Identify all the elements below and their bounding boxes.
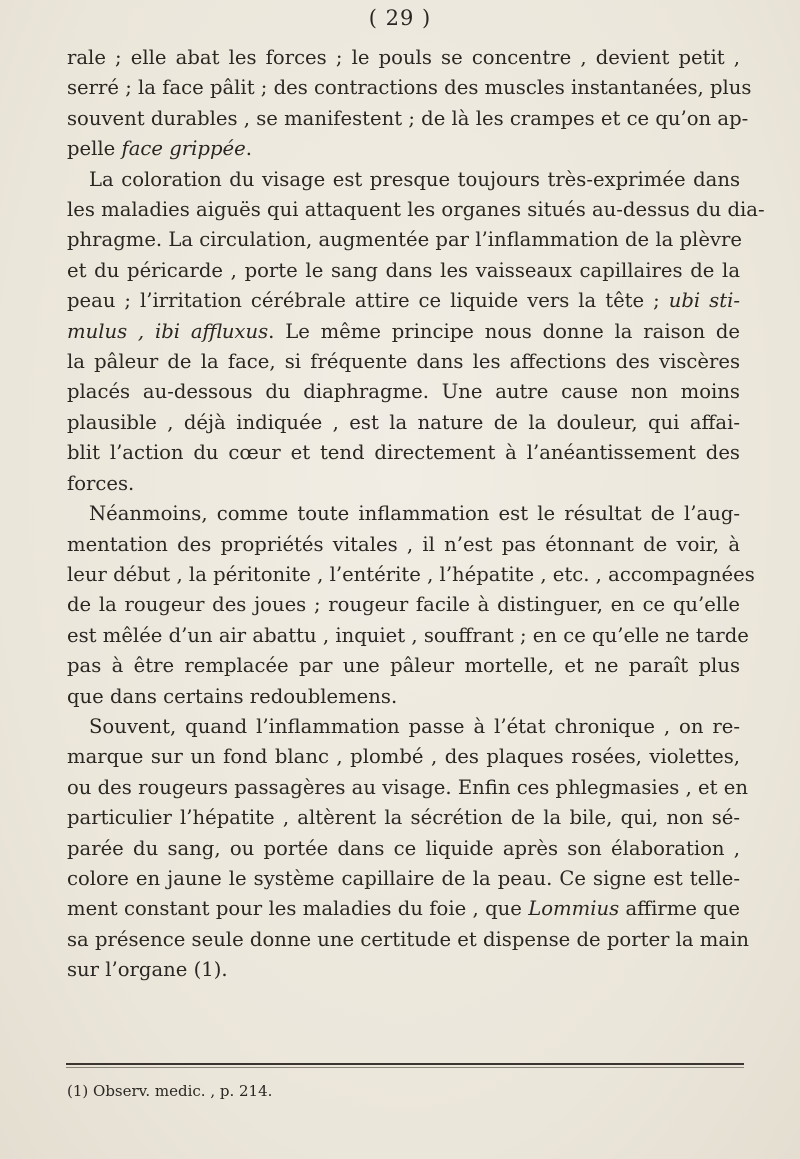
text-line: Souvent, quand l’inflammation passe à l’état chronique , on re- (89, 714, 740, 738)
text-line: blit l’action du cœur et tend directement à l’anéantissement des (67, 441, 740, 465)
text-line: placés au-dessous du diaphragme. Une autre cause non moins (67, 380, 740, 404)
text-line: plausible , déjà indiquée , est la nature de la douleur, qui affai- (67, 410, 740, 434)
text-line: particulier l’hépatite , altèrent la sécrétion de la bile, qui, non sé- (67, 806, 740, 830)
text-line (67, 134, 740, 164)
text-fragment: peau ; l’irritation cérébrale attire ce liquide vers la tête ; (67, 289, 669, 313)
text-fragment: pelle (67, 137, 122, 161)
text-fragment: affirme que (619, 897, 741, 921)
text-line: La coloration du visage est presque toujours très-exprimée dans (89, 167, 740, 191)
paragraph-4 (67, 712, 749, 986)
text-line: la pâleur de la face, si fréquente dans les affections des viscères (67, 350, 740, 374)
text-line: les maladies aiguës qui attaquent les organes situés au-dessus du dia- (67, 198, 765, 222)
footnote: (1) Observ. medic. , p. 214. (67, 1082, 273, 1100)
italic-term: face grippée (121, 137, 246, 161)
text-line: colore en jaune le système capillaire de la peau. Ce signe est telle- (67, 866, 740, 890)
text-line: que dans certains redoublemens. (67, 684, 398, 708)
paragraph-3 (67, 499, 755, 712)
text-line: leur début , la péritonite , l’entérite , l’hépatite , etc. , accompagnées (67, 562, 755, 586)
text-line (67, 317, 740, 347)
text-line: et du péricarde , porte le sang dans les vaisseaux capillaires de la (67, 258, 740, 282)
text-line: Néanmoins, comme toute inflammation est le résultat de l’aug- (89, 502, 740, 526)
page-number: ( 29 ) (368, 6, 432, 30)
text-line: souvent durables , se manifestent ; de là les crampes et ce qu’on ap- (67, 106, 749, 130)
text-line: sa présence seule donne une certitude et dispense de porter la main (67, 927, 749, 951)
text-line: parée du sang, ou portée dans ce liquide après son élaboration , (67, 836, 740, 860)
text-line: est mêlée d’un air abattu , inquiet , souffrant ; en ce qu’elle ne tarde (67, 623, 749, 647)
footnote-divider (66, 1063, 744, 1065)
text-line (67, 894, 740, 924)
paragraph-1 (67, 43, 752, 165)
text-line: phragme. La circulation, augmentée par l’inflammation de la plèvre (67, 228, 742, 252)
italic-term: ubi sti- (668, 289, 740, 313)
paragraph-2 (67, 165, 765, 499)
text-line (67, 286, 740, 316)
text-fragment: . Le même principe nous donne la raison de (268, 319, 740, 343)
italic-term: mulus , ibi affluxus (67, 319, 269, 343)
text-line: ou des rougeurs passagères au visage. Enfin ces phlegmasies , et en (67, 775, 748, 799)
text-line: mentation des propriétés vitales , il n’est pas étonnant de voir, à (67, 532, 740, 556)
body-text (67, 43, 765, 986)
text-line: rale ; elle abat les forces ; le pouls se concentre , devient petit , (67, 46, 740, 69)
italic-author-name: Lommius (528, 897, 620, 921)
text-line: forces. (67, 471, 135, 495)
text-line: pas à être remplacée par une pâleur mortelle, et ne paraît plus (67, 654, 740, 678)
footnote-divider-thin (66, 1067, 744, 1068)
text-fragment: ment constant pour les maladies du foie , que (67, 897, 529, 921)
text-fragment: . (245, 137, 252, 161)
text-line: serré ; la face pâlit ; des contractions des muscles instantanées, plus (67, 76, 752, 100)
text-line: marque sur un fond blanc , plombé , des plaques rosées, violettes, (67, 745, 740, 769)
text-line: sur l’organe (1). (67, 958, 228, 982)
text-line: de la rougeur des joues ; rougeur facile à distinguer, en ce qu’elle (67, 593, 740, 617)
